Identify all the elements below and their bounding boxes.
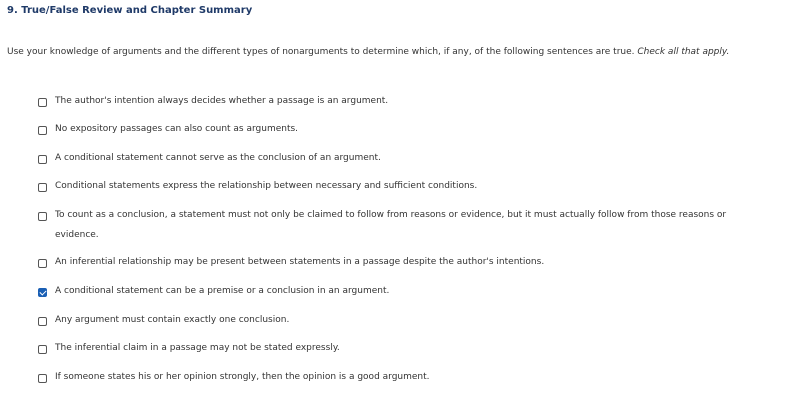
option-checkbox[interactable]: [38, 98, 47, 107]
option-checkbox[interactable]: [38, 374, 47, 383]
option-3[interactable]: [38, 153, 745, 168]
option-checkbox-checked[interactable]: [38, 288, 47, 297]
prompt-text: Use your knowledge of arguments and the different types of nonarguments to determine which, if any, of the following sentences are true.: [7, 47, 638, 57]
option-label: A conditional statement can be a premise or a conclusion in an argument.: [55, 286, 390, 296]
option-6[interactable]: [38, 257, 745, 272]
option-1[interactable]: [38, 96, 745, 111]
option-checkbox[interactable]: [38, 345, 47, 354]
option-4[interactable]: [38, 181, 745, 196]
option-checkbox[interactable]: [38, 317, 47, 326]
option-label: The inferential claim in a passage may not be stated expressly.: [55, 343, 340, 353]
option-2[interactable]: [38, 124, 745, 139]
option-checkbox[interactable]: [38, 155, 47, 164]
option-5[interactable]: [38, 210, 745, 245]
option-8[interactable]: [38, 315, 745, 330]
option-checkbox[interactable]: [38, 212, 47, 221]
option-label: A conditional statement cannot serve as the conclusion of an argument.: [55, 153, 381, 163]
option-label: If someone states his or her opinion strongly, then the opinion is a good argument.: [55, 372, 430, 382]
question-title: 9. True/False Review and Chapter Summary: [7, 5, 253, 16]
option-checkbox[interactable]: [38, 183, 47, 192]
option-7[interactable]: [38, 286, 745, 301]
option-label: To count as a conclusion, a statement must not only be claimed to follow from reasons or evidence, but it must actually follow from those reasons or evidence.: [55, 210, 727, 240]
option-label: Conditional statements express the relationship between necessary and sufficient conditions.: [55, 181, 478, 191]
option-checkbox[interactable]: [38, 126, 47, 135]
option-label: No expository passages can also count as arguments.: [55, 124, 299, 134]
question-prompt: [7, 42, 737, 63]
prompt-instruction: Check all that apply.: [637, 47, 730, 57]
option-10[interactable]: [38, 372, 745, 387]
option-checkbox[interactable]: [38, 259, 47, 268]
option-label: Any argument must contain exactly one conclusion.: [55, 315, 290, 325]
option-9[interactable]: [38, 343, 745, 358]
option-label: An inferential relationship may be present between statements in a passage despite the author's intentions.: [55, 257, 545, 267]
option-label: The author's intention always decides whether a passage is an argument.: [55, 96, 389, 106]
